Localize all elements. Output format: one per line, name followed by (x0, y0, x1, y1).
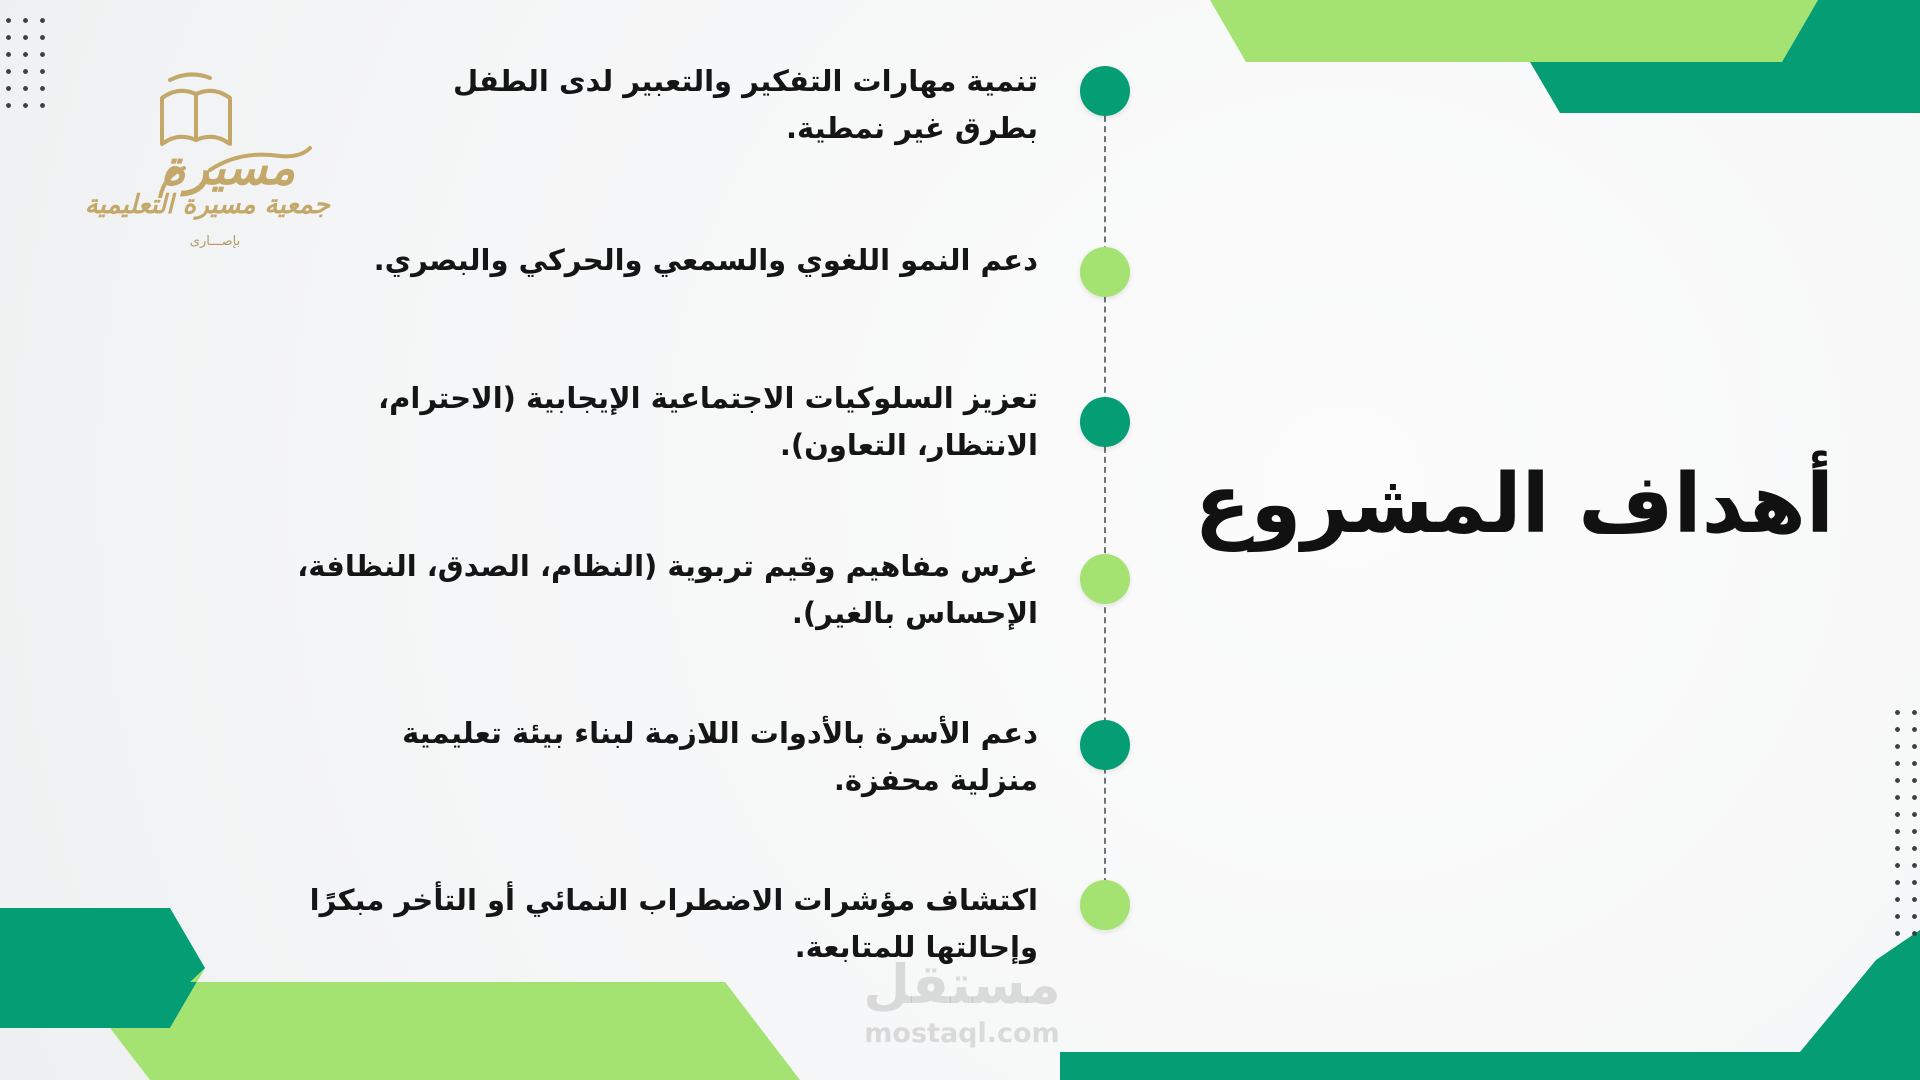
timeline-node-1 (1080, 66, 1130, 116)
watermark-latin: mostaql.com (864, 1018, 1060, 1049)
goal-item-5: دعم الأسرة بالأدوات اللازمة لبناء بيئة تعليمية منزلية محفزة. (402, 716, 1038, 797)
bottom-right-decoration (1060, 930, 1920, 1080)
watermark (842, 955, 1082, 1049)
watermark-arabic: مستقل (863, 953, 1061, 1016)
timeline-node-4 (1080, 554, 1130, 604)
goal-item-4: غرس مفاهيم وقيم تربوية (النظام، الصدق، النظافة، الإحساس بالغير). (297, 549, 1038, 630)
goal-item-2: دعم النمو اللغوي والسمعي والحركي والبصري. (373, 243, 1038, 277)
slide-title: أهداف المشروع (1194, 457, 1834, 552)
goal-item-6: اكتشاف مؤشرات الاضطراب النمائي أو التأخر مبكرًا وإحالتها للمتابعة. (309, 883, 1038, 964)
timeline-line (1104, 96, 1106, 904)
timeline-node-5 (1080, 720, 1130, 770)
top-right-decoration (1210, 0, 1920, 115)
dot-pattern-top-left (0, 12, 48, 114)
goal-item-3: تعزيز السلوكيات الاجتماعية الإيجابية (الاحترام، الانتظار، التعاون). (378, 381, 1038, 462)
logo-word: مسيرة (160, 140, 296, 196)
dot-pattern-right (1889, 704, 1920, 944)
logo-name: جمعية مسيرة التعليمية (84, 190, 330, 220)
timeline-node-3 (1080, 397, 1130, 447)
logo-subtitle: بإصـــارى (189, 234, 241, 249)
book-logo-icon (100, 58, 330, 198)
timeline-node-6 (1080, 880, 1130, 930)
timeline-node-2 (1080, 247, 1130, 297)
goal-item-1: تنمية مهارات التفكير والتعبير لدى الطفل بطرق غير نمطية. (453, 64, 1038, 145)
